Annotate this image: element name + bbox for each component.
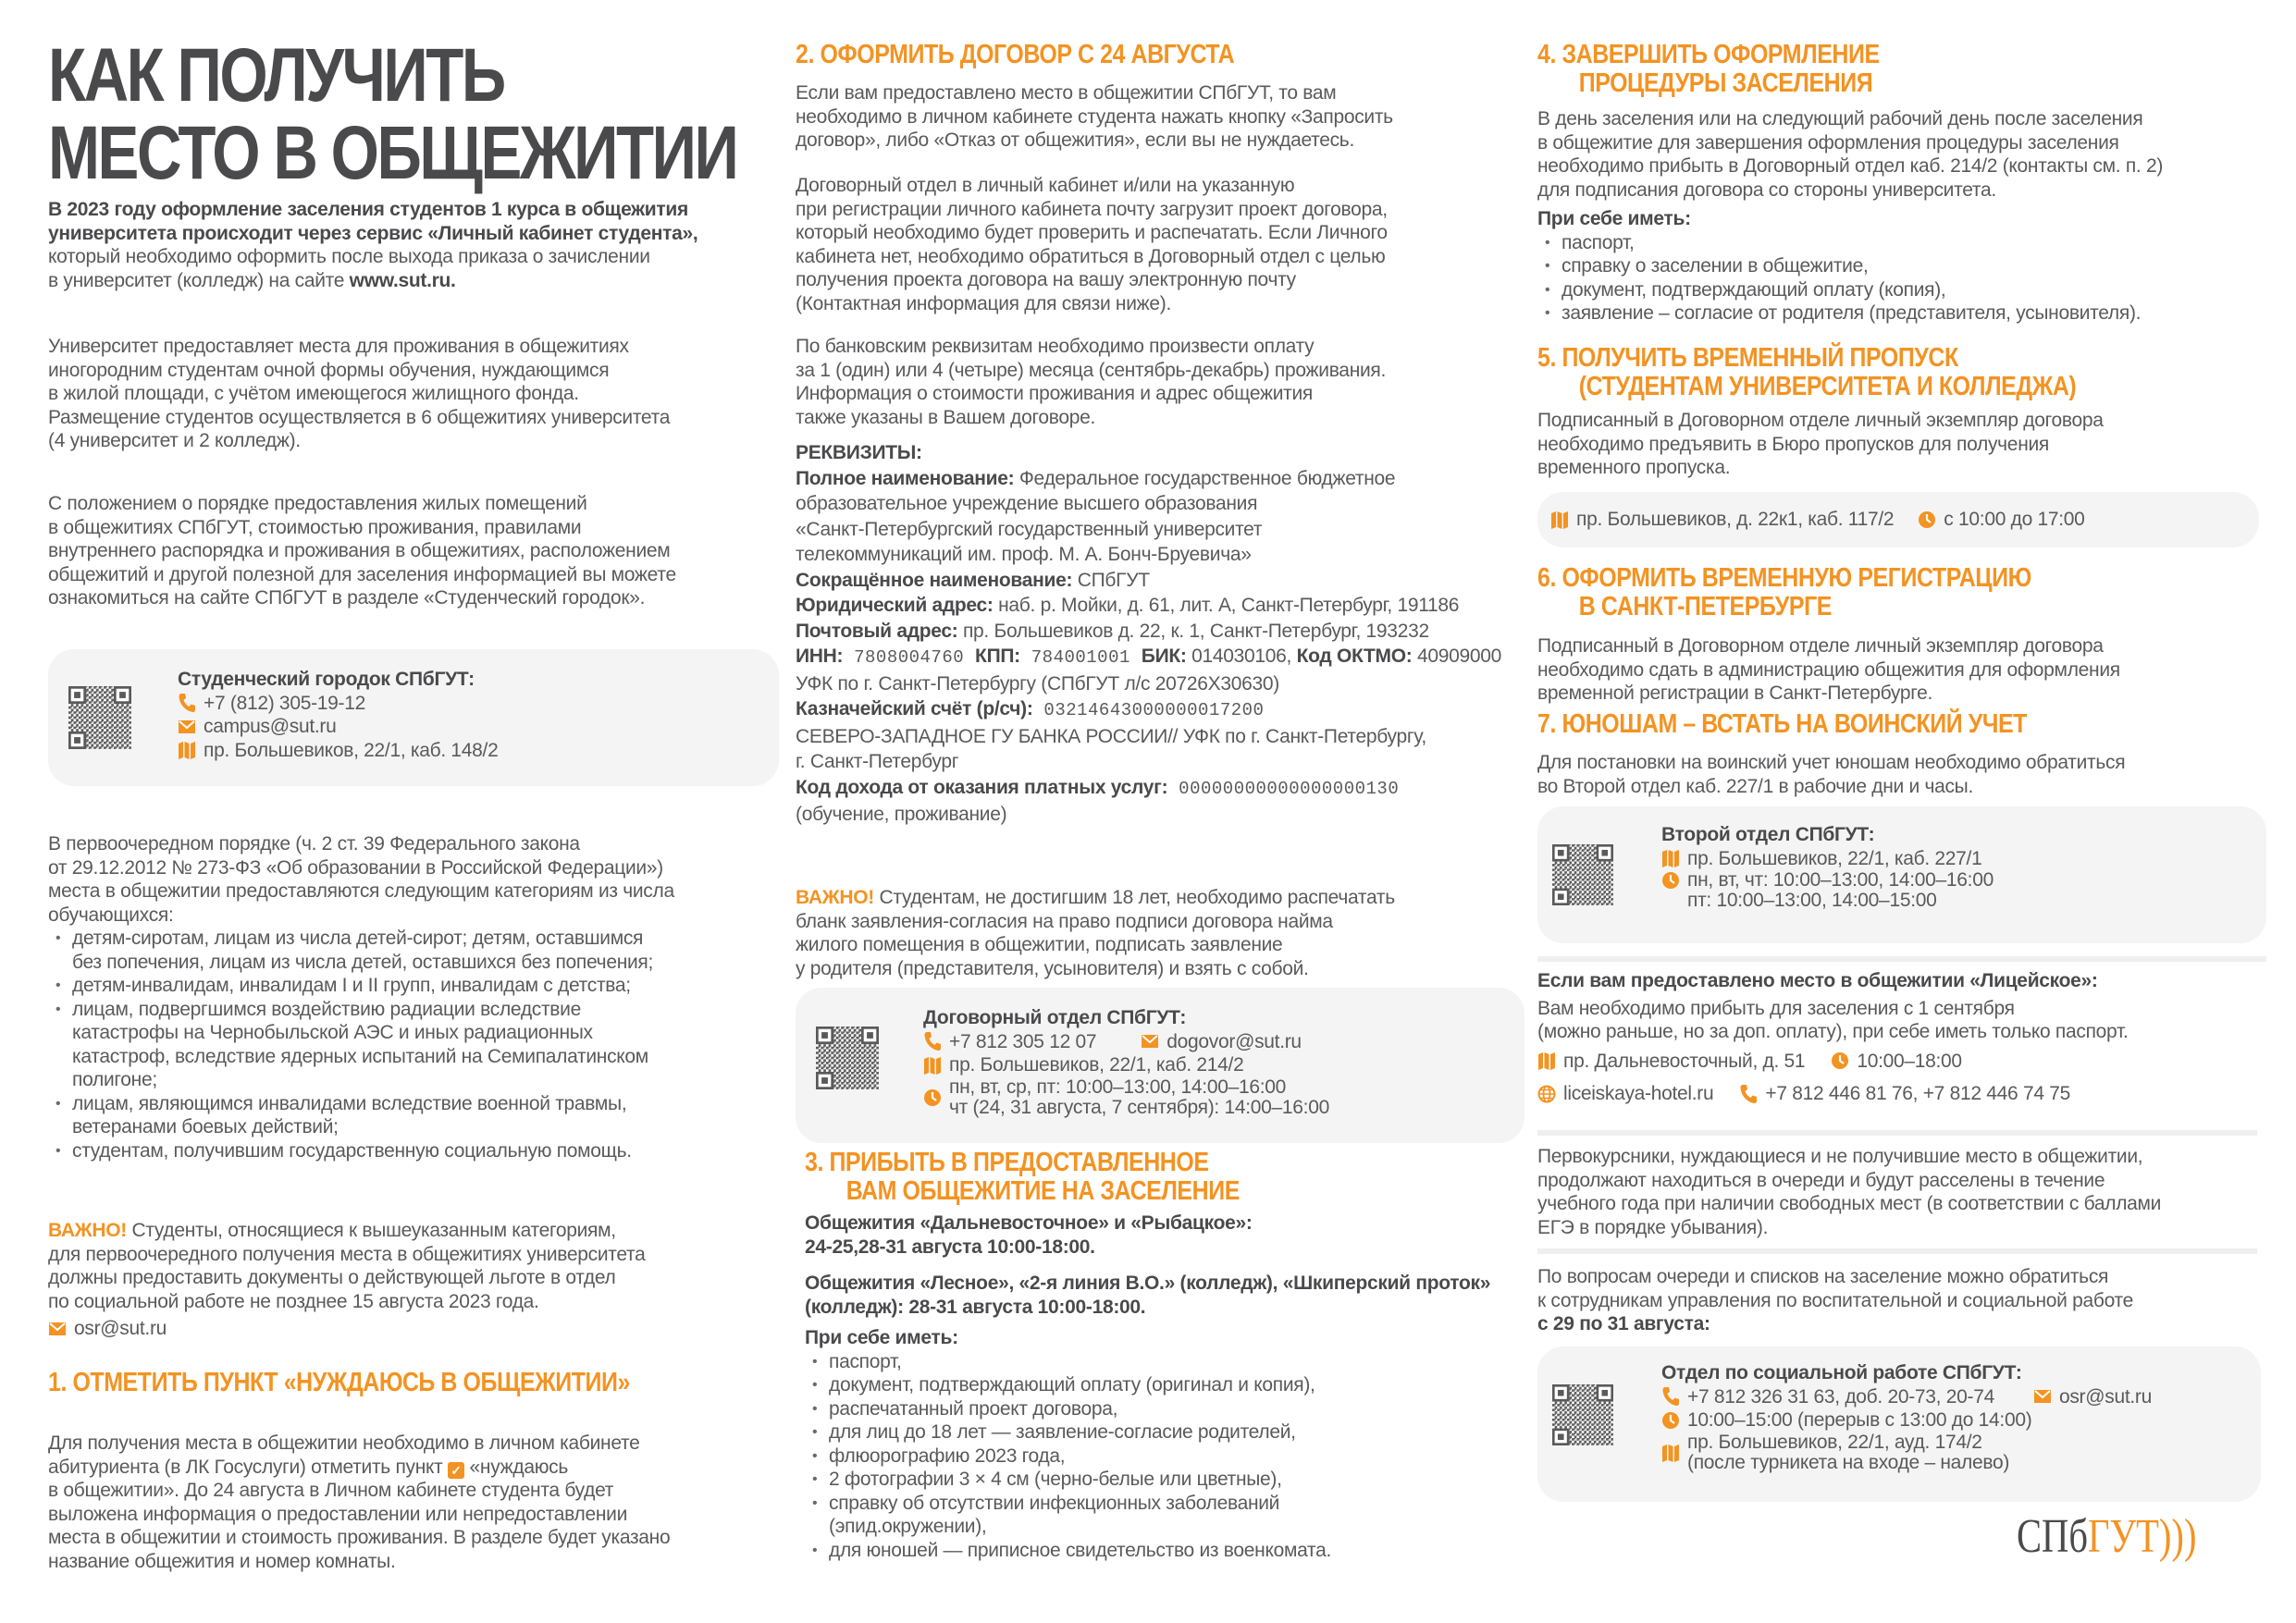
text-line: Подписанный в Договорном отделе личный экземпляр договора — [1537, 410, 2104, 431]
text-line: 4. ЗАВЕРШИТЬ ОФОРМЛЕНИЕ — [1537, 40, 1880, 69]
text-line: Первокурсники, нуждающиеся и не получившие место в общежитии, — [1537, 1146, 2143, 1167]
text-line: в жилой площади, с учётом имеющегося жилищного фонда. — [48, 383, 579, 404]
text-line: • студентам, получившим государственную социальную помощь. — [72, 1139, 632, 1162]
clock-icon — [1918, 510, 1936, 530]
hours-text: пт: 10:00–13:00, 14:00–15:00 — [1687, 890, 1937, 911]
list-item: • заявление – согласие от родителя (представителя, усыновителя). — [1537, 301, 2163, 326]
text-line: Полное наименование: — [796, 467, 1015, 489]
text-line: 5. ПОЛУЧИТЬ ВРЕМЕННЫЙ ПРОПУСК — [1537, 343, 1958, 373]
logo-text-2: ГУТ))) — [2087, 1510, 2197, 1563]
text-line: к сотрудникам управления по воспитательной и социальной работе — [1537, 1289, 2133, 1311]
map-icon — [923, 1055, 942, 1076]
hours-text: с 10:00 до 17:00 — [1944, 509, 2085, 530]
step-5-text — [1537, 409, 2104, 480]
text-line: Почтовый адрес: — [796, 620, 958, 642]
text-line: Федеральное государственное бюджетное — [1014, 467, 1396, 489]
website-link[interactable]: liceiskaya-hotel.ru — [1563, 1083, 1714, 1104]
text-line: ознакомиться на сайте СПбГУТ в разделе «Студенческий городок». — [48, 587, 646, 609]
card-title: Второй отдел СПбГУТ: — [1661, 824, 1875, 845]
places-paragraph — [48, 335, 670, 453]
list-item: • паспорт, — [1537, 231, 2163, 255]
text-line: 40909000 — [1412, 646, 1502, 667]
hours-text: пн, вт, ср, пт: 10:00–13:00, 14:00–16:00 — [949, 1076, 1287, 1098]
divider — [1537, 1248, 2257, 1254]
text-line: бланк заявления-согласия на право подписи договора найма — [796, 910, 1333, 932]
text-line: который необходимо будет проверить и распечатать. Если Личного — [796, 222, 1388, 243]
text-line: ИНН: — [796, 646, 844, 667]
text-line: • распечатанный проект договора, — [829, 1397, 1118, 1420]
text-line: 3. ПРИБЫТЬ В ПРЕДОСТАВЛЕННОЕ — [805, 1148, 1209, 1177]
university-logo — [2017, 1509, 2196, 1565]
map-icon — [1550, 510, 1569, 530]
divider — [1537, 956, 2266, 962]
text-line: места в общежитии и стоимость проживания. В разделе будет указано — [48, 1527, 671, 1548]
social-dept-card — [1537, 1346, 2261, 1502]
clock-icon — [923, 1088, 942, 1108]
text-line: Студенты, относящиеся к вышеуказанным категориям, — [126, 1220, 616, 1241]
text-line: катастрофы на Чернобыльской АЭС и иных радиационных — [72, 1022, 593, 1043]
text-line: • справку об отсутствии инфекционных заболеваний — [829, 1492, 1280, 1514]
text-line: • для юношей — приписное свидетельство из военкомата. — [829, 1539, 1331, 1561]
text-line: временного пропуска. — [1537, 457, 1731, 478]
phone-link[interactable]: +7 812 326 31 63, доб. 20-73, 20-74 — [1687, 1385, 1994, 1408]
map-icon — [1661, 1443, 1680, 1463]
list-item — [48, 927, 788, 974]
text-line: Сокращённое наименование: — [796, 569, 1073, 591]
step-6-heading — [1537, 564, 2031, 621]
hours-text: 10:00–15:00 (перерыв с 13:00 до 14:00) — [1687, 1409, 2032, 1431]
text-line: образовательное учреждение высшего образования — [796, 493, 1258, 514]
text-line: 00000000000000000130 — [1167, 778, 1400, 799]
intro-line: университета происходит через сервис «Личный кабинет студента», — [48, 222, 698, 244]
queue-contact-paragraph — [1537, 1265, 2133, 1336]
step-2-para-3 — [796, 335, 1386, 429]
text-line: Для получения места в общежитии необходимо в личном кабинете — [48, 1432, 640, 1454]
clock-icon — [1831, 1051, 1849, 1071]
mail-icon — [1141, 1031, 1159, 1051]
address-text: пр. Большевиков, 22/1, каб. 214/2 — [949, 1054, 1244, 1076]
step-3-text — [805, 1211, 1490, 1562]
text-line: 784001001 — [1019, 647, 1142, 668]
text-line: КПП: — [975, 646, 1020, 667]
text-line: Университет предоставляет места для проживания в общежитиях — [48, 336, 629, 357]
text-line: обучающихся: — [48, 904, 174, 926]
bring-title: При себе иметь: — [1537, 208, 1691, 229]
step-1-text — [48, 1432, 670, 1573]
step-1-heading: 1. ОТМЕТИТЬ ПУНКТ «НУЖДАЮСЬ В ОБЩЕЖИТИИ» — [48, 1368, 630, 1397]
text-line: ВАМ ОБЩЕЖИТИЕ НА ЗАСЕЛЕНИЕ — [846, 1176, 1240, 1206]
text-line: наб. р. Мойки, д. 61, лит. А, Санкт-Петербург, 191186 — [993, 595, 1460, 616]
text-line: • детям-сиротам, лицам из числа детей-сирот; детям, оставшимся — [72, 928, 644, 949]
text-line: выложена информация о предоставлении или непредоставлении — [48, 1503, 627, 1525]
dates-text: с 29 по 31 августа: — [1537, 1313, 1710, 1334]
text-line: СПбГУТ — [1072, 569, 1150, 591]
map-icon — [1661, 848, 1680, 868]
text-line: в общежитиях СПбГУТ, стоимостью проживания, правилами — [48, 516, 582, 538]
phone-icon — [1661, 1386, 1680, 1407]
text-line: • лицам, подвергшимся воздействию радиации вследствие — [72, 998, 581, 1020]
list-item — [48, 1139, 788, 1163]
text-line: • детям-инвалидам, инвалидам I и II групп, инвалидам с детства; — [72, 975, 631, 996]
priority-paragraph — [48, 832, 788, 1162]
text-line: С положением о порядке предоставления жилых помещений — [48, 493, 587, 514]
text-line: ЕГЭ в порядке убывания). — [1537, 1216, 1769, 1238]
text-line: телекоммуникаций им. проф. М. А. Бонч-Бруевича» — [796, 544, 1252, 565]
bring-list — [1537, 231, 2163, 326]
email-link[interactable]: osr@sut.ru — [2058, 1385, 2152, 1408]
text-line: 03214643000000017200 — [1032, 700, 1265, 720]
clock-icon — [1661, 1410, 1680, 1431]
text-line: Если вам предоставлено место в общежитии СПбГУТ, то вам — [796, 82, 1337, 104]
text-line: В первоочередном порядке (ч. 2 ст. 39 Федерального закона — [48, 833, 580, 855]
text-line: учебного года при наличии свободных мест (в соответствии с баллами — [1537, 1193, 2162, 1214]
text-line: по социальной работе не позднее 15 августа 2023 года. — [48, 1290, 539, 1312]
text-line: для подписания договора со стороны университета. — [1537, 178, 1996, 201]
hours-text: пн, вт, чт: 10:00–13:00, 14:00–16:00 — [1687, 869, 1994, 891]
text-line: иногородним студентам очной формы обучения, нуждающимся — [48, 359, 610, 381]
section-title: Если вам предоставлено место в общежитии «Лицейское»: — [1537, 970, 2098, 991]
phone-link[interactable]: +7 812 446 81 76, +7 812 446 74 75 — [1765, 1083, 2070, 1104]
text-line: Для постановки на воинский учет юношам необходимо обратиться — [1537, 752, 2126, 773]
dorm-dates: 24-25,28-31 августа 10:00-18:00. — [805, 1236, 1095, 1258]
phone-icon — [923, 1031, 942, 1051]
title-line-1: КАК ПОЛУЧИТЬ — [48, 33, 504, 117]
text-line: • для лиц до 18 лет — заявление-согласие родителей, — [829, 1421, 1296, 1443]
card-title: Отдел по социальной работе СПбГУТ: — [1661, 1362, 2022, 1383]
requisites-title: РЕКВИЗИТЫ: — [796, 442, 922, 463]
text-line: общежитий и другой полезной для заселения информацией вы можете — [48, 563, 676, 585]
step-2-heading: 2. ОФОРМИТЬ ДОГОВОР С 24 АВГУСТА — [796, 40, 1235, 69]
text-line: полигоне; — [72, 1069, 157, 1090]
text-line: абитуриента (в ЛК Госуслуги) отметить пункт — [48, 1456, 448, 1478]
qr-code-icon — [1552, 1367, 1613, 1463]
text-line: должны предоставить документы о действующей льготе в отдел — [48, 1267, 616, 1288]
text-line: • флюорографию 2023 года, — [829, 1445, 1066, 1467]
text-line: (СТУДЕНТАМ УНИВЕРСИТЕТА И КОЛЛЕДЖА) — [1578, 372, 2077, 401]
text-line: • паспорт, — [829, 1350, 902, 1372]
intro-line: в университет (колледж) на сайте — [48, 269, 350, 291]
address-text: пр. Большевиков, д. 22к1, каб. 117/2 — [1576, 509, 1895, 530]
text-line: ПРОЦЕДУРЫ ЗАСЕЛЕНИЯ — [1578, 68, 1873, 98]
bring-list — [805, 1350, 1490, 1563]
phone-link[interactable]: +7 812 305 12 07 — [949, 1030, 1097, 1052]
phone-icon — [1739, 1084, 1758, 1104]
text-line: Студентам, не достигшим 18 лет, необходимо распечатать — [873, 887, 1395, 908]
text-line: • лицам, являющимся инвалидами вследствие военной травмы, — [72, 1092, 627, 1114]
rules-paragraph — [48, 492, 676, 610]
important-note-1 — [48, 1219, 646, 1341]
text-line: Информация о стоимости проживания и адрес общежития — [796, 383, 1314, 404]
queue-paragraph — [1537, 1145, 2161, 1239]
pass-office-card — [1537, 492, 2259, 547]
phone-link[interactable]: +7 (812) 305-19-12 — [204, 692, 365, 714]
text-line: название общежития и номер комнаты. — [48, 1550, 396, 1572]
text-line: договор», либо «Отказ от общежития», если вы не нуждаетесь. — [796, 129, 1354, 151]
text-line: ветеранами боевых действий; — [72, 1116, 339, 1137]
text-line: без попечения, лицам из числа детей, оставшихся без попечения; — [72, 951, 654, 973]
text-line: Договорный отдел в личный кабинет и/или на указанную — [796, 175, 1295, 196]
requisites — [796, 440, 1501, 828]
text-line: у родителя (представителя, усыновителя) и взять с собой. — [796, 957, 1309, 979]
text-line: (обучение, проживание) — [796, 804, 1007, 825]
text-line: По вопросам очереди и списков на заселение можно обратиться — [1537, 1266, 2109, 1287]
list-item — [805, 1397, 1490, 1421]
mail-icon — [178, 717, 196, 737]
text-line: 014030106, — [1186, 646, 1292, 667]
text-line: при регистрации личного кабинета почту загрузит проект договора, — [796, 198, 1388, 220]
text-line: для первоочередного получения места в общежитиях университета — [48, 1243, 646, 1265]
address-text: пр. Дальневосточный, д. 51 — [1563, 1050, 1806, 1072]
list-item — [805, 1539, 1490, 1563]
step-3-heading — [805, 1149, 1240, 1206]
address-text: (после турникета на входе – налево) — [1687, 1451, 2010, 1473]
step-4-heading — [1537, 41, 1880, 98]
text-line: в общежитие для завершения оформления процедуры заселения — [1537, 131, 2119, 154]
text-line: необходимо прибыть в Договорный отдел каб. 214/2 (контакты см. п. 2) — [1537, 155, 2164, 177]
text-line: Код ОКТМО: — [1291, 646, 1413, 667]
text-line: • 2 фотографии 3 × 4 см (черно-белые или цветные), — [829, 1469, 1282, 1490]
text-line: Размещение студентов осуществляется в 6 общежитиях университета — [48, 406, 671, 428]
hours-text: 10:00–18:00 — [1857, 1050, 1962, 1072]
intro-line: В 2023 году оформление заселения студентов 1 курса в общежития — [48, 199, 688, 220]
priority-list — [48, 927, 788, 1162]
email-link[interactable]: osr@sut.ru — [74, 1318, 167, 1339]
list-item: • справку о заселении в общежитие, — [1537, 254, 2163, 278]
email-link[interactable]: campus@sut.ru — [204, 716, 337, 737]
logo-text-1: СПб — [2017, 1510, 2088, 1563]
qr-code-icon — [68, 670, 131, 766]
campus-contact-card — [48, 649, 779, 786]
text-line: временной регистрации в Санкт-Петербурге. — [1537, 682, 1933, 704]
list-item — [48, 998, 788, 1092]
qr-code-icon — [1552, 827, 1613, 923]
text-line: (эпид.окружении), — [829, 1516, 987, 1537]
dorm-group-title: Общежития «Дальневосточное» и «Рыбацкое»: — [805, 1212, 1253, 1234]
map-icon — [1537, 1051, 1556, 1071]
step-7-text — [1537, 751, 2125, 798]
list-item — [805, 1420, 1490, 1445]
contract-contact-card — [796, 988, 1524, 1143]
bring-title: При себе иметь: — [805, 1327, 958, 1348]
mail-icon — [48, 1319, 67, 1339]
text-line: катастроф, вследствие ядерных испытаний на Семипалатинском — [72, 1045, 648, 1067]
text-line: необходимо сдать в администрацию общежития для оформления — [1537, 658, 2120, 681]
important-label: ВАЖНО! — [48, 1220, 127, 1241]
checkbox-icon: ✓ — [448, 1462, 464, 1479]
dorm-group-title: Общежития «Лесное», «2-я линия В.О.» (колледж), «Шкиперский проток» — [805, 1273, 1491, 1294]
mail-icon — [2033, 1386, 2052, 1407]
step-7-heading: 7. ЮНОШАМ – ВСТАТЬ НА ВОИНСКИЙ УЧЕТ — [1537, 709, 2027, 739]
list-item — [48, 1092, 788, 1139]
text-line: Код дохода от оказания платных услуг: — [796, 776, 1168, 798]
map-icon — [178, 740, 196, 760]
list-item — [805, 1350, 1490, 1374]
qr-code-icon — [816, 1010, 879, 1106]
text-line: 7808004760 — [843, 647, 976, 668]
important-label: ВАЖНО! — [796, 887, 874, 908]
intro-line: который необходимо оформить после выхода приказа о зачислении — [48, 246, 650, 267]
list-item — [805, 1492, 1490, 1539]
globe-icon — [1537, 1084, 1556, 1104]
list-item — [805, 1373, 1490, 1397]
address-text: пр. Большевиков, 22/1, каб. 227/1 — [1687, 847, 1982, 869]
text-line: получения проекта договора на вашу электронную почту — [796, 269, 1296, 290]
title-line-2: МЕСТО В ОБЩЕЖИТИИ — [48, 111, 737, 195]
text-line: г. Санкт-Петербург — [796, 751, 959, 772]
list-item: • документ, подтверждающий оплату (копия), — [1537, 278, 2163, 302]
text-line: 6. ОФОРМИТЬ ВРЕМЕННУЮ РЕГИСТРАЦИЮ — [1537, 563, 2031, 593]
text-line: кабинета нет, необходимо обратиться в Договорный отдел с целью — [796, 245, 1386, 267]
important-note-2 — [796, 886, 1395, 980]
text-line: места в общежитии предоставляются следующим категориям из числа — [48, 880, 674, 902]
text-line: В САНКТ-ПЕТЕРБУРГЕ — [1578, 592, 1833, 621]
text-line: (4 университет и 2 колледж). — [48, 430, 301, 451]
address-text: пр. Большевиков, 22/1, каб. 148/2 — [204, 739, 499, 761]
clock-icon — [1661, 870, 1680, 891]
liceiskoe-section — [1537, 969, 2128, 1106]
text-line: • документ, подтверждающий оплату (оригинал и копия), — [829, 1374, 1315, 1396]
list-item — [48, 974, 788, 998]
website-link[interactable]: www.sut.ru. — [349, 269, 456, 291]
text-line: Юридический адрес: — [796, 595, 994, 616]
text-line: Казначейский счёт (р/сч): — [796, 698, 1033, 719]
step-2-para-2 — [796, 174, 1388, 315]
text-line: По банковским реквизитам необходимо произвести оплату — [796, 336, 1315, 357]
text-line: продолжают находиться в очереди и будут расселены в течение — [1537, 1169, 2105, 1191]
text-line: СЕВЕРО-ЗАПАДНОЕ ГУ БАНКА РОССИИ// УФК по г. Санкт-Петербургу, — [796, 725, 1426, 747]
text-line: во Второй отдел каб. 227/1 в рабочие дни и часы. — [1537, 775, 1974, 797]
phone-icon — [178, 693, 196, 713]
list-item — [805, 1468, 1490, 1492]
text-line: в общежитии». До 24 августа в Личном кабинете студента будет — [48, 1480, 614, 1501]
text-line: Вам необходимо прибыть для заселения с 1 сентября — [1537, 997, 2015, 1019]
text-line: также указаны в Вашем договоре. — [796, 406, 1096, 428]
address-text: пр. Большевиков, 22/1, ауд. 174/2 — [1687, 1431, 1982, 1453]
text-line: (Контактная информация для связи ниже). — [796, 292, 1172, 314]
text-line: внутреннего распорядка и проживания в общежитиях, расположением — [48, 540, 671, 561]
text-line: жилого помещения в общежитии, подписать заявление — [796, 934, 1283, 955]
text-line: пр. Большевиков д. 22, к. 1, Санкт-Петербург, 193232 — [957, 620, 1429, 642]
step-5-heading — [1537, 344, 2076, 401]
card-title: Студенческий городок СПбГУТ: — [178, 669, 475, 690]
text-line: необходимо предъявить в Бюро пропусков для получения — [1537, 433, 2049, 455]
text-line: (можно раньше, но за доп. оплату), при себе иметь только паспорт. — [1537, 1021, 2129, 1042]
step-2-para-1 — [796, 81, 1393, 153]
second-dept-card — [1537, 806, 2266, 943]
text-line: «Санкт-Петербургский государственный университет — [796, 518, 1263, 540]
text-line: В день заселения или на следующий рабочий день после заселения — [1537, 108, 2143, 129]
card-title: Договорный отдел СПбГУТ: — [923, 1007, 1187, 1028]
text-line: от 29.12.2012 № 273-ФЗ «Об образовании в Российской Федерации») — [48, 856, 663, 879]
text-line: за 1 (один) или 4 (четыре) месяца (сентябрь-декабрь) проживания. — [796, 359, 1387, 381]
dorm-dates: (колледж): 28-31 августа 10:00-18:00. — [805, 1296, 1146, 1318]
list-item — [805, 1445, 1490, 1469]
hours-text: чт (24, 31 августа, 7 сентября): 14:00–16:00 — [949, 1096, 1329, 1118]
text-line: необходимо в личном кабинете студента нажать кнопку «Запросить — [796, 105, 1393, 128]
email-link[interactable]: dogovor@sut.ru — [1167, 1030, 1302, 1052]
page-title — [48, 33, 737, 195]
intro-paragraph — [48, 198, 697, 292]
text-line: Подписанный в Договорном отделе личный экземпляр договора — [1537, 635, 2104, 657]
text-line: БИК: — [1141, 646, 1187, 667]
divider — [1537, 1130, 2257, 1136]
step-6-text — [1537, 634, 2120, 706]
text-line: УФК по г. Санкт-Петербургу (СПбГУТ л/с 20726Х30630) — [796, 672, 1279, 695]
text-line: «нуждаюсь — [464, 1456, 569, 1478]
step-4-text — [1537, 107, 2163, 326]
